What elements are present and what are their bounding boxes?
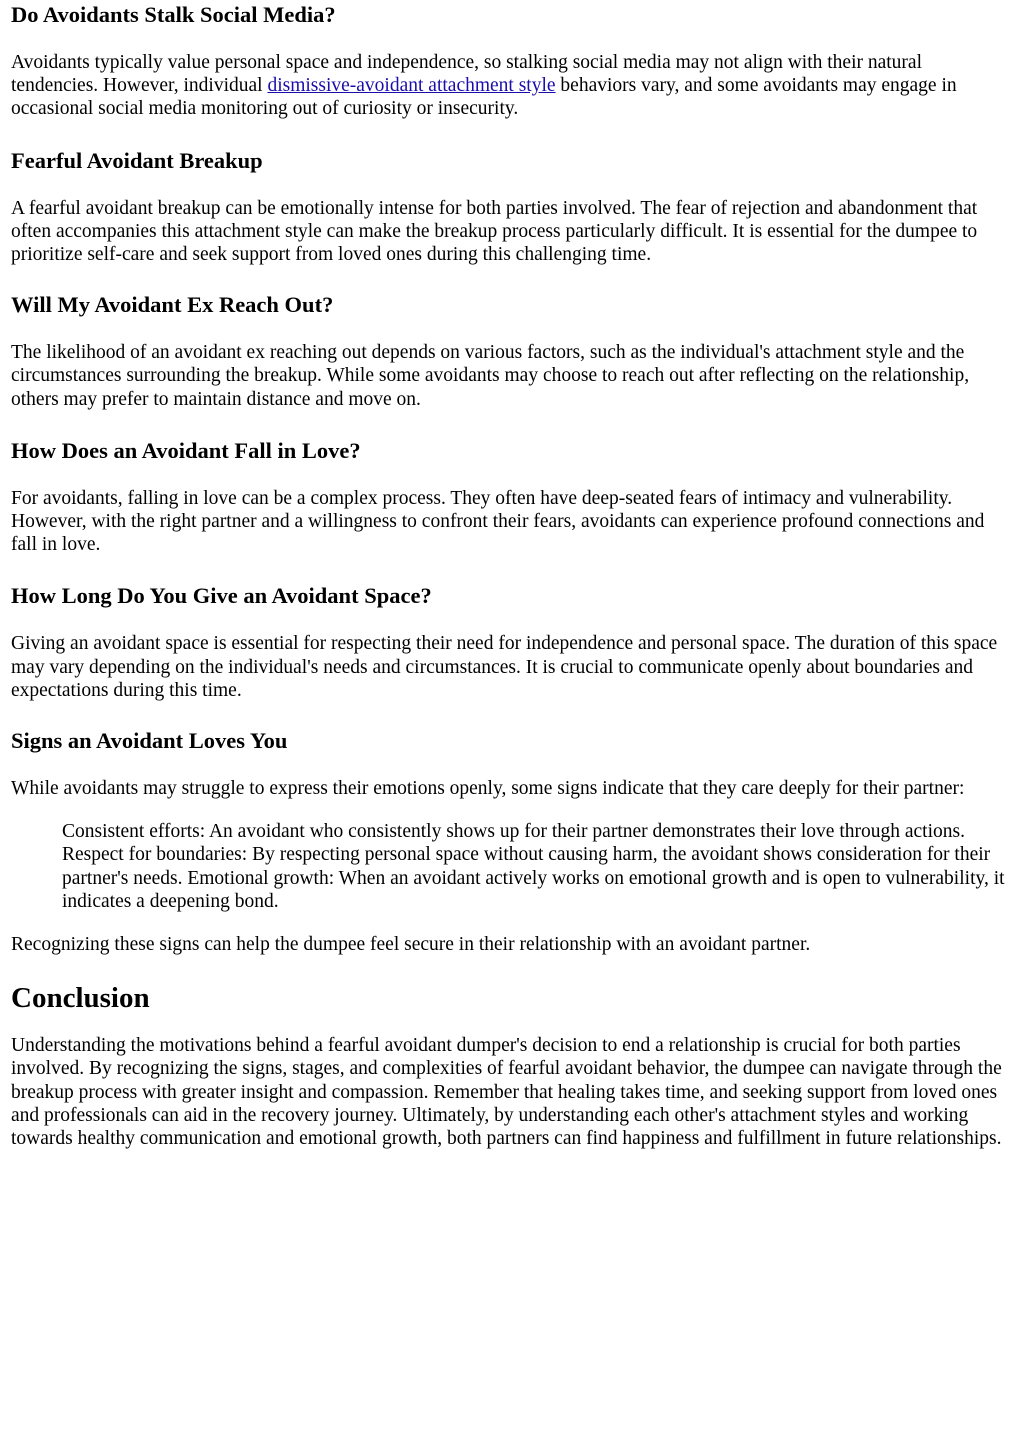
section-heading-reach-out: Will My Avoidant Ex Reach Out? (11, 292, 334, 318)
article-page (0, 1, 1024, 1150)
section-paragraph-signs-intro: While avoidants may struggle to express their emotions openly, some signs indicate that they care deeply for their partner: (11, 778, 965, 800)
section-paragraph-stalk (11, 51, 1013, 121)
conclusion-heading: Conclusion (11, 982, 150, 1015)
section-paragraph-reach-out: The likelihood of an avoidant ex reaching out depends on various factors, such as the individual's attachment style and the circumstances surrounding the breakup. While some avoidants may choose to reach out after reflecting on the relationship, others may prefer to maintain distance and move on. (11, 342, 970, 410)
paragraph-text-before-link: Avoidants typically value personal space and independence, so stalking social media may not align with their natural tendencies. However, individual (11, 52, 922, 97)
section-paragraph-fearful-breakup: A fearful avoidant breakup can be emotionally intense for both parties involved. The fear of rejection and abandonment that often accompanies this attachment style can make the breakup process particularly difficult. It is essential for the dumpee to prioritize self-care and seek support from loved ones during this challenging time. (11, 197, 978, 266)
conclusion-paragraph: Understanding the motivations behind a fearful avoidant dumper's decision to end a relationship is crucial for both parties involved. By recognizing the signs, stages, and complexities of fearful avoidant behavior, the dumpee can navigate through the breakup process with greater insight and compassion. Remember that healing takes time, and seeking support from loved ones and professionals can aid in the recovery journey. Ultimately, by understanding each other's attachment styles and working towards healthy communication and emotional growth, both partners can find happiness and fulfillment in future relationships. (11, 1035, 1002, 1150)
section-paragraph-give-space: Giving an avoidant space is essential for respecting their need for independence and personal space. The duration of this space may vary depending on the individual's needs and circumstances. It is crucial to communicate openly about boundaries and expectations during this time. (11, 633, 998, 701)
section-heading-signs-love: Signs an Avoidant Loves You (11, 728, 288, 754)
section-heading-fall-in-love: How Does an Avoidant Fall in Love? (11, 437, 361, 463)
signs-blockquote: Consistent efforts: An avoidant who consistently shows up for their partner demonstrates their love through actions. Respect for boundaries: By respecting personal space without causing harm, the avoidant shows consideration for their partner's needs. Emotional growth: When an avoidant actively works on emotional growth and is open to vulnerability, it indicates a deepening bond. (62, 821, 1005, 912)
section-paragraph-fall-in-love: For avoidants, falling in love can be a complex process. They often have deep-seated fears of intimacy and vulnerability. However, with the right partner and a willingness to confront their fears, avoidants can experience profound connections and fall in love. (11, 487, 985, 556)
dismissive-avoidant-link[interactable]: dismissive-avoidant attachment style (267, 75, 556, 97)
section-heading-give-space: How Long Do You Give an Avoidant Space? (11, 583, 432, 609)
paragraph-text-after-link: behaviors vary, and some avoidants may engage in occasional social media monitoring out of curiosity or insecurity. (11, 75, 957, 120)
section-heading-fearful-breakup: Fearful Avoidant Breakup (11, 147, 263, 173)
section-heading-stalk: Do Avoidants Stalk Social Media? (11, 2, 336, 27)
section-paragraph-signs-closing: Recognizing these signs can help the dumpee feel secure in their relationship with an avoidant partner. (11, 934, 811, 956)
